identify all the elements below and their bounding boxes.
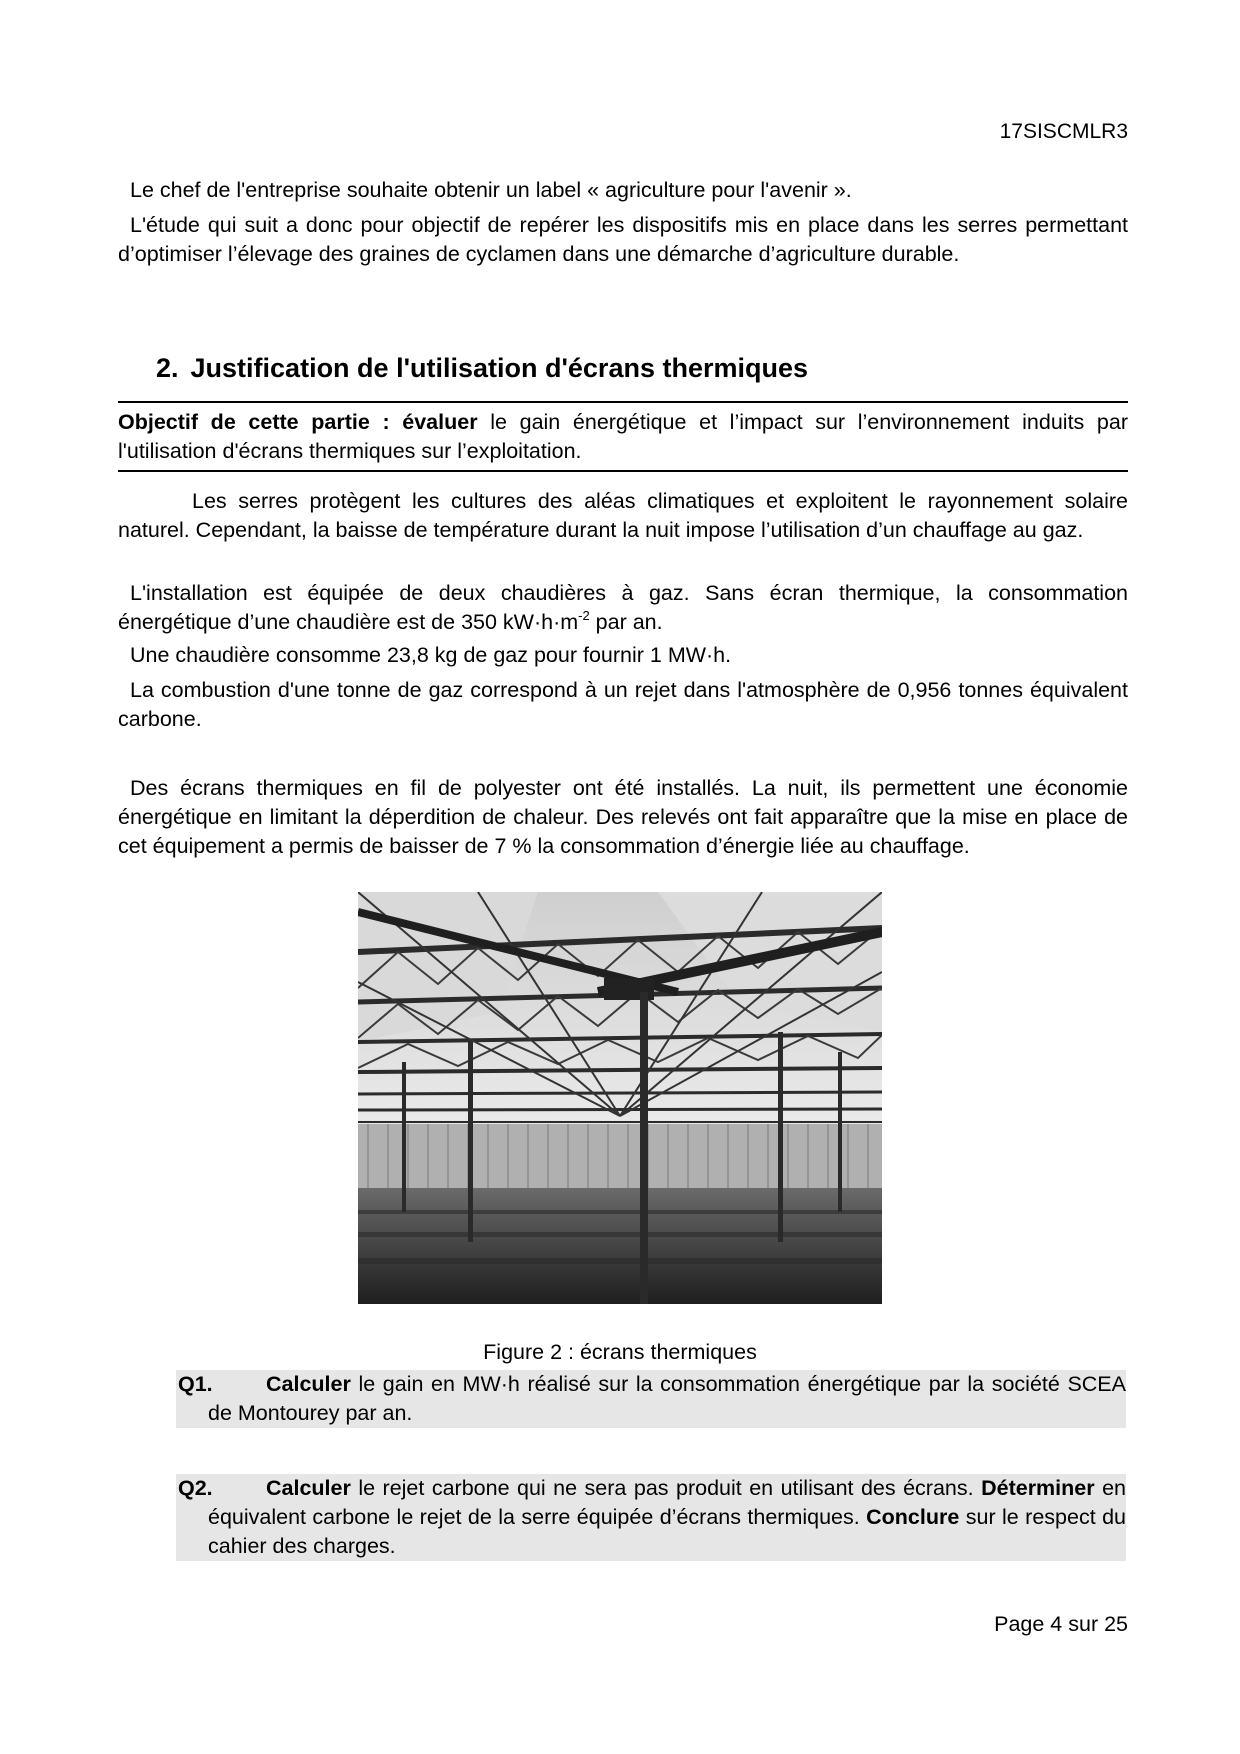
document-reference: 17SISCMLR3 — [999, 120, 1128, 143]
question-text: sur le respect du cahier des charges. — [208, 1505, 1126, 1558]
body-paragraph-4: La combustion d'une tonne de gaz correspond à un rejet dans l'atmosphère de 0,956 tonnes équivalent carbone. — [118, 678, 1128, 731]
body-paragraph-1-text: Les serres protègent les cultures des aléas climatiques et exploitent le rayonnement solaire naturel. Cependant, la baisse de température durant la nuit impose l’utilisation d’un chauffage au gaz. — [118, 489, 1128, 542]
section-number: 2. — [156, 353, 179, 383]
question-number: Q1. — [178, 1372, 213, 1396]
question-body — [176, 1370, 1126, 1428]
question-text: le gain en MW·h réalisé sur la consommation énergétique par la société SCEA de Montourey par an. — [208, 1372, 1126, 1425]
intro-paragraph-1: Le chef de l'entreprise souhaite obtenir un label « agriculture pour l'avenir ». — [130, 178, 852, 202]
page-number: Page 4 sur 25 — [994, 1612, 1128, 1636]
question-verb: Déterminer — [981, 1476, 1095, 1500]
section-title: Justification de l'utilisation d'écrans thermiques — [190, 353, 808, 383]
question-q1 — [176, 1370, 1126, 1428]
body-paragraph-2-text: L'installation est équipée de deux chaudières à gaz. Sans écran thermique, la consommation énergétique d’une chaudière est de 350 kW·h·m — [118, 581, 1128, 634]
exponent: -2 — [578, 608, 590, 623]
objective-verb: évaluer — [402, 410, 478, 434]
question-verb: Calculer — [266, 1372, 351, 1396]
question-verb: Calculer — [266, 1476, 351, 1500]
body-paragraph-5: Des écrans thermiques en fil de polyester ont été installés. La nuit, ils permettent une économie énergétique en limitant la déperdition de chaleur. Des relevés ont fait apparaître que la mise en place de cet équipement a permis de baisser de 7 % la consommation d’énergie liée au chauffage. — [118, 776, 1128, 858]
question-number: Q2. — [178, 1476, 213, 1500]
section-heading — [156, 353, 808, 384]
body-paragraph-2 — [118, 579, 1128, 637]
objective-box — [118, 401, 1128, 472]
objective-text: le gain énergétique et l’impact sur l’environnement induits par l'utilisation d'écrans thermiques sur l’exploitation. — [118, 410, 1129, 463]
question-body — [176, 1474, 1126, 1561]
body-paragraph-3: Une chaudière consomme 23,8 kg de gaz pour fournir 1 MW·h. — [130, 643, 732, 667]
question-text: le rejet carbone qui ne sera pas produit en utilisant des écrans. — [350, 1476, 982, 1500]
question-verb: Conclure — [866, 1505, 960, 1529]
figure-caption: Figure 2 : écrans thermiques — [483, 1340, 757, 1364]
body-paragraph-1 — [118, 487, 1128, 545]
greenhouse-photo — [358, 892, 882, 1304]
objective-label: Objectif de cette partie : — [118, 410, 390, 434]
body-paragraph-2-end: par an. — [589, 610, 663, 634]
intro-paragraph-2: L'étude qui suit a donc pour objectif de repérer les dispositifs mis en place dans les serres permettant d’optimiser l’élevage des graines de cyclamen dans une démarche d’agriculture durable. — [118, 213, 1128, 266]
question-q2 — [176, 1474, 1126, 1561]
question-text: en équivalent carbone le rejet de la serre équipée d’écrans thermiques. — [208, 1476, 1126, 1529]
